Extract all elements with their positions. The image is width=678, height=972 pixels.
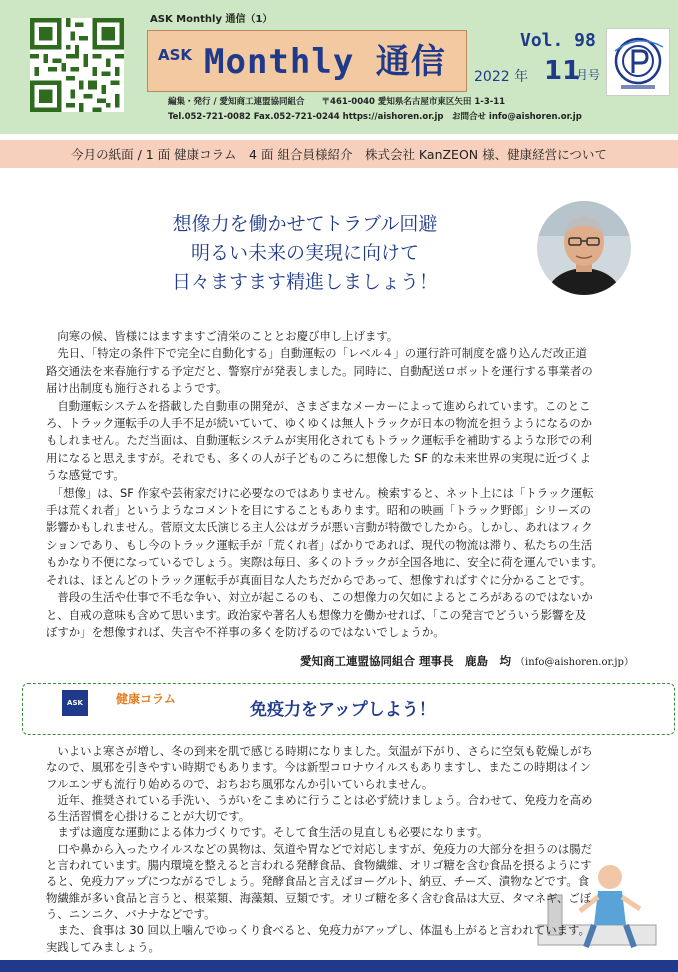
ask-logo: ASK bbox=[62, 690, 88, 716]
message-line: 届け出制度も施行されるようです。 bbox=[46, 381, 228, 396]
column-line: 口や鼻から入ったウイルスなどの異物は、気道や胃などで対応しますが、免疫力の大部分を担うのは腸だ bbox=[46, 841, 593, 856]
column-line: また、食事は 30 回以上噛んでゆっくり食べると、免疫力がアップし、体温も上がると言われています。 bbox=[46, 923, 590, 938]
column-line: ると、免疫力アップにつながるでしょう。発酵食品と言えばヨーグルト、納豆、チーズ、漬物などです。食 bbox=[46, 874, 590, 889]
issue-suffix: 月号 bbox=[576, 68, 601, 82]
message-line: ぼすか」を想像すれば、失言や不祥事の多くを防げるのではないでしょうか。 bbox=[46, 624, 445, 639]
message-line: ろ、トラック運転手の人手不足が続いていて、ゆくゆくは無人トラックが日本の物流を担うようになるのか bbox=[46, 416, 593, 431]
message-line: 向寒の候、皆様にはますますご清栄のこととお慶び申し上げます。 bbox=[46, 329, 399, 343]
message-line: ションであり、もし今のトラック運転手が「荒くれ者」ばかりであれば、現代の物流は滞り、私たちの生活 bbox=[46, 537, 593, 552]
message-line: 用になると思えますが。それでも、多くの人が子どものころに想像した SF 的な未来世界の実現に近づくよ bbox=[46, 450, 591, 465]
issue-month: 11 bbox=[544, 56, 581, 86]
health-column-body bbox=[46, 743, 658, 955]
privacy-mark-logo bbox=[606, 28, 670, 96]
message-line: もかなり不便になっているでしょう。実際は毎日、多くのトラックが全国各地に、安全に荷を運んでいます。 bbox=[46, 555, 603, 570]
column-line: いよいよ寒さが増し、冬の到来を肌で感じる時期になりました。気温が下がり、さらに空気も乾燥しがち bbox=[46, 744, 593, 758]
health-column-title: 免疫力をアップしよう！ bbox=[250, 700, 436, 720]
message-line: 「想像」は、SF 作家や芸術家だけに必要なのではありません。検索すると、ネット上には「トラック運転 bbox=[46, 485, 594, 500]
column-line: と言われています。腸内環境を整えると言われる発酵食品、食物繊維、オリゴ糖を含む食品を摂るようにす bbox=[46, 858, 592, 873]
message-line: 先日、「特定の条件下で完全に自動化する」自動運転の「レベル４」の運行許可制度を盛り込んだ改正道 bbox=[46, 346, 588, 361]
chairman-message bbox=[46, 328, 658, 641]
message-line: それは、ほとんどのトラック運転手が真面目な人たちだからであって、想像すればすぐに分かることです。 bbox=[46, 572, 592, 587]
headline-line: 想像力を働かせてトラブル回避 bbox=[172, 213, 438, 235]
message-line: 普段の生活や仕事で不毛な争い、対立が起こるのも、この想像力の欠如によるところがあるのではないか bbox=[46, 590, 593, 605]
publisher-line: 編集・発行 / 愛知商工連盟協同組合 〒461-0040 愛知県名古屋市東区矢田 1-3-11 bbox=[168, 97, 506, 107]
signature-email[interactable]: （info@aishoren.or.jp） bbox=[515, 657, 634, 668]
title-ask: ASK bbox=[158, 46, 193, 64]
column-line: なので、風邪を引きやすい時期でもあります。今は新型コロナウイルスもありますし、またこの時期はイン bbox=[46, 760, 591, 775]
signature bbox=[300, 653, 634, 669]
column-line: 物繊維が多い食品と言うと、根菜類、海藻類、豆類です。オリゴ糖を多く含む食品は大豆、タマネギ、ごぼ bbox=[46, 890, 592, 905]
health-column-label: 健康コラム bbox=[116, 692, 176, 706]
column-line: 実践してみましょう。 bbox=[46, 939, 160, 954]
issue-year: 2022 年 bbox=[474, 69, 529, 85]
newsletter-title: Monthly 通信 bbox=[204, 42, 446, 82]
volume-number: Vol. 98 bbox=[520, 30, 596, 51]
column-line: まずは適度な運動による体力づくりです。そして食生活の見直しも必要になります。 bbox=[46, 825, 489, 840]
message-line: 自動運転システムを搭載した自動車の開発が、さまざまなメーカーによって進められています。このとこ bbox=[46, 398, 591, 413]
column-line: 近年、推奨されている手洗い、うがいをこまめに行うことは必ず続けましょう。合わせて、免疫力を高め bbox=[46, 792, 593, 807]
column-line: う、ニンニク、バナナなどです。 bbox=[46, 906, 216, 921]
column-line: る生活習慣を心掛けることが大切です。 bbox=[46, 809, 251, 824]
message-line: もしれません。ただ当面は、自動運転システムが実用化されてもトラック運転手を補助するような形での利 bbox=[46, 433, 593, 448]
contents-text: 今月の紙面 / 1 面 健康コラム 4 面 組合員様紹介 株式会社 KanZEON 様、健康経営について bbox=[71, 147, 607, 162]
chairman-photo bbox=[536, 196, 632, 300]
message-line: 手は荒くれ者」というようなコメントを目にすることもあります。昭和の映画「トラック野郎」シリーズの bbox=[46, 503, 592, 518]
bottom-band bbox=[0, 960, 678, 972]
headline-line: 日々ますます精進しましょう！ bbox=[171, 271, 438, 293]
message-line: うな感覚です。 bbox=[46, 468, 125, 483]
contact-line: Tel.052-721-0082 Fax.052-721-0244 https://aishoren.or.jp お問合せ info@aishoren.or.jp bbox=[168, 112, 582, 122]
qr-code[interactable] bbox=[30, 18, 124, 112]
message-line: と、自戒の意味も含めて思います。政治家や著名人も想像力を働かせれば、「この発言でどういう影響を及 bbox=[46, 607, 587, 622]
series-label: ASK Monthly 通信（1） bbox=[150, 14, 273, 25]
headline-line: 明るい未来の実現に向けて bbox=[190, 242, 419, 264]
headline bbox=[80, 210, 530, 297]
signature-name: 愛知商工連盟協同組合 理事長 鹿島 均 bbox=[300, 654, 512, 668]
message-line: 路交通法を来春施行する予定だと、警察庁が発表しました。同時に、自動配送ロボットを運行する事業者の bbox=[46, 363, 593, 378]
column-line: フルエンザも流行り始めるので、おちおち風邪なんか引いていられません。 bbox=[46, 776, 434, 791]
message-line: 影響かもしれません。菅原文太氏演じる主人公はガラが悪い言動が特徴でしたから。しかし、あれはフィク bbox=[46, 520, 593, 535]
